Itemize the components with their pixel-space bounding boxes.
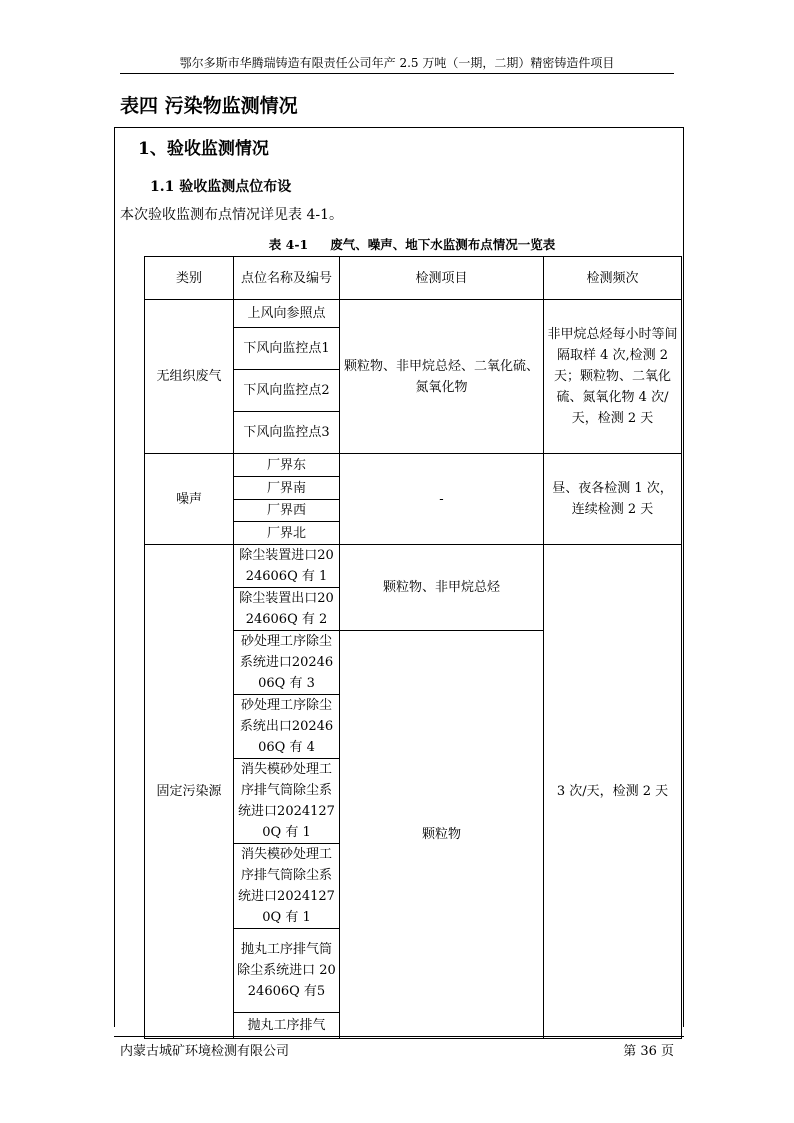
page-number: 第 36 页 xyxy=(623,1044,674,1059)
point-cell: 厂界北 xyxy=(234,522,340,545)
point-cell: 除尘装置进口2024606Q 有 1 xyxy=(234,545,340,588)
items-cell: - xyxy=(340,454,544,545)
header-frequency: 检测频次 xyxy=(544,257,682,300)
table-row xyxy=(145,454,682,477)
category-cell: 固定污染源 xyxy=(145,545,234,1039)
point-cell: 下风向监控点1 xyxy=(234,328,340,370)
table-caption-number: 表 4-1 xyxy=(268,237,309,252)
category-cell: 噪声 xyxy=(145,454,234,545)
point-cell: 厂界西 xyxy=(234,500,340,522)
footer-divider xyxy=(114,1036,684,1037)
frequency-cell: 非甲烷总烃每小时等间隔取样 4 次,检测 2 天；颗粒物、二氧化硫、氮氧化物 4 次/天，检测 2 天 xyxy=(544,300,682,454)
items-cell: 颗粒物、非甲烷总烃 xyxy=(340,545,544,631)
point-cell: 厂界南 xyxy=(234,477,340,500)
table-header-row xyxy=(145,257,682,300)
intro-paragraph: 本次验收监测布点情况详见表 4-1。 xyxy=(120,207,343,223)
point-cell: 砂处理工序除尘系统进口2024606Q 有 3 xyxy=(234,631,340,695)
point-cell: 消失模砂处理工序排气筒除尘系统进口20241270Q 有 1 xyxy=(234,759,340,844)
header-items: 检测项目 xyxy=(340,257,544,300)
monitoring-points-table xyxy=(144,256,682,1039)
footer-company: 内蒙古城矿环境检测有限公司 xyxy=(120,1044,290,1059)
section-title: 表四 污染物监测情况 xyxy=(120,95,298,117)
point-cell: 厂界东 xyxy=(234,454,340,477)
items-cell: 颗粒物 xyxy=(340,631,544,1039)
items-cell: 颗粒物、非甲烷总烃、二氧化硫、氮氧化物 xyxy=(340,300,544,454)
frequency-cell: 昼、夜各检测 1 次，连续检测 2 天 xyxy=(544,454,682,545)
point-cell: 抛丸工序排气 xyxy=(234,1013,340,1039)
header-category: 类别 xyxy=(145,257,234,300)
frequency-cell: 3 次/天，检测 2 天 xyxy=(544,545,682,1039)
category-cell: 无组织废气 xyxy=(145,300,234,454)
point-cell: 抛丸工序排气筒除尘系统进口 2024606Q 有5 xyxy=(234,929,340,1013)
point-cell: 下风向监控点3 xyxy=(234,412,340,454)
header-divider xyxy=(120,73,674,74)
table-row xyxy=(145,300,682,328)
table-row xyxy=(145,545,682,588)
table-caption-title: 废气、噪声、地下水监测布点情况一览表 xyxy=(330,237,556,252)
point-cell: 除尘装置出口2024606Q 有 2 xyxy=(234,588,340,631)
table-caption xyxy=(144,236,680,254)
heading-level-2: 1.1 验收监测点位布设 xyxy=(150,179,292,195)
point-cell: 下风向监控点2 xyxy=(234,370,340,412)
heading-level-1: 1、验收监测情况 xyxy=(138,139,269,159)
point-cell: 上风向参照点 xyxy=(234,300,340,328)
point-cell: 砂处理工序除尘系统出口2024606Q 有 4 xyxy=(234,695,340,759)
document-header: 鄂尔多斯市华腾瑞铸造有限责任公司年产 2.5 万吨（一期，二期）精密铸造件项目 xyxy=(179,56,615,70)
header-point: 点位名称及编号 xyxy=(234,257,340,300)
point-cell: 消失模砂处理工序排气筒除尘系统进口20241270Q 有 1 xyxy=(234,844,340,929)
